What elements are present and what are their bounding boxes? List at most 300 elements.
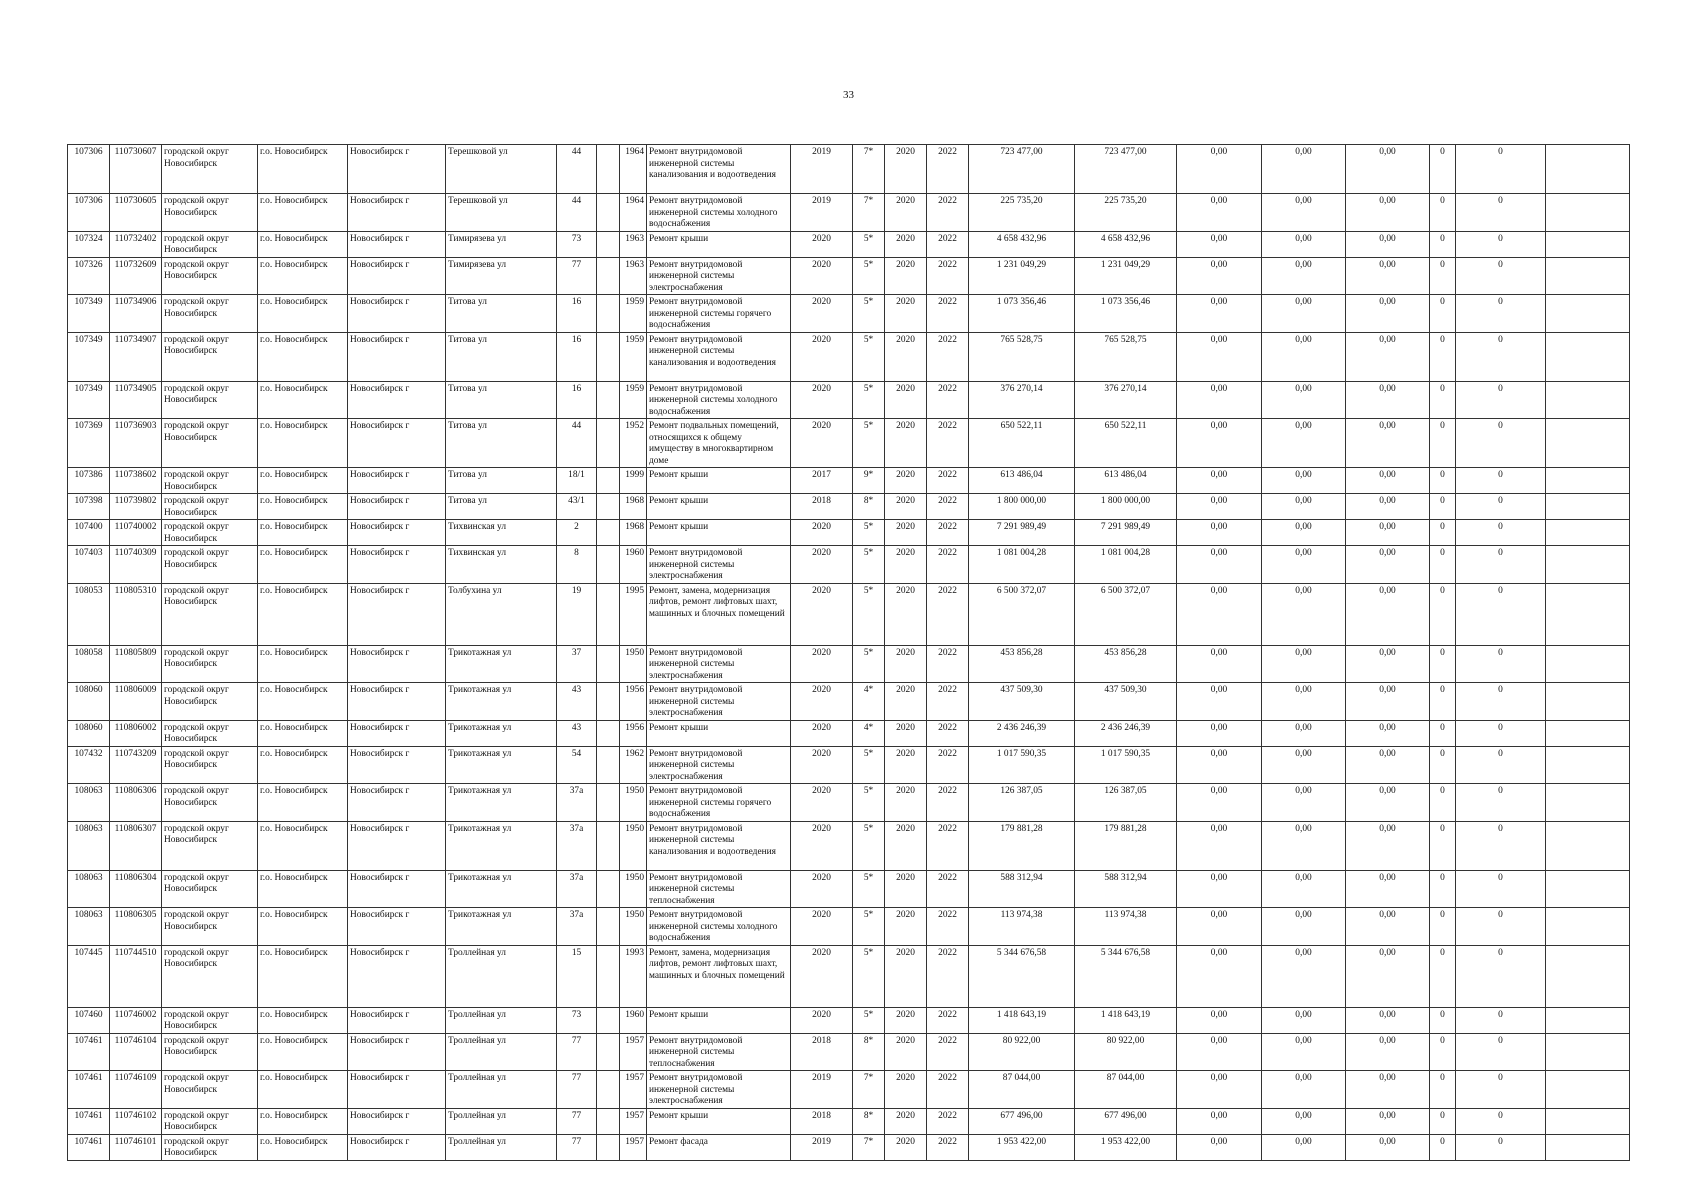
row-locality: Новосибирск г <box>348 145 446 194</box>
table-row <box>68 1033 1630 1071</box>
row-priority: 5* <box>853 381 885 419</box>
row-street: Тимирязева ул <box>446 231 557 257</box>
row-house: 77 <box>557 1134 597 1160</box>
row-end-year: 2022 <box>927 784 969 822</box>
row-cost-fund: 453 856,28 <box>1075 645 1177 683</box>
row-building <box>597 784 620 822</box>
row-street: Троллейная ул <box>446 945 557 1007</box>
row-locality: Новосибирск г <box>348 419 446 468</box>
row-district: г.о. Новосибирск <box>258 683 348 721</box>
row-municipality: городской округ Новосибирск <box>162 494 258 520</box>
table-row <box>68 683 1630 721</box>
row-end-year: 2022 <box>927 1134 969 1160</box>
row-value-5: 0 <box>1456 720 1546 746</box>
row-value-1: 0,00 <box>1177 945 1262 1007</box>
row-id: 108060 <box>68 720 110 746</box>
row-work-type: Ремонт внутридомовой инженерной системы канализования и водоотведения <box>647 332 791 381</box>
row-year: 1995 <box>620 583 647 645</box>
row-street: Титова ул <box>446 494 557 520</box>
row-cost-fund: 650 522,11 <box>1075 419 1177 468</box>
row-cost: 6 500 372,07 <box>969 583 1075 645</box>
row-value-2: 0,00 <box>1262 784 1346 822</box>
row-priority: 5* <box>853 645 885 683</box>
row-value-1: 0,00 <box>1177 546 1262 584</box>
row-plan-year: 2019 <box>791 1134 853 1160</box>
row-house: 77 <box>557 1033 597 1071</box>
row-district: г.о. Новосибирск <box>258 1108 348 1134</box>
row-plan-year: 2020 <box>791 583 853 645</box>
row-priority: 5* <box>853 746 885 784</box>
row-building <box>597 145 620 194</box>
row-plan-year: 2017 <box>791 468 853 494</box>
table-row <box>68 494 1630 520</box>
row-cost: 1 418 643,19 <box>969 1007 1075 1033</box>
row-value-4: 0 <box>1430 257 1456 295</box>
row-district: г.о. Новосибирск <box>258 821 348 870</box>
row-cost: 1 953 422,00 <box>969 1134 1075 1160</box>
row-value-2: 0,00 <box>1262 583 1346 645</box>
row-priority: 5* <box>853 546 885 584</box>
row-code: 110806307 <box>110 821 162 870</box>
row-year: 1959 <box>620 332 647 381</box>
row-value-4: 0 <box>1430 1071 1456 1109</box>
row-house: 77 <box>557 257 597 295</box>
table-row <box>68 257 1630 295</box>
row-start-year: 2020 <box>885 1108 927 1134</box>
row-cost: 87 044,00 <box>969 1071 1075 1109</box>
row-value-5: 0 <box>1456 1071 1546 1109</box>
row-id: 107432 <box>68 746 110 784</box>
row-value-3: 0,00 <box>1346 945 1430 1007</box>
row-locality: Новосибирск г <box>348 1071 446 1109</box>
table-row <box>68 1071 1630 1109</box>
row-street: Троллейная ул <box>446 1071 557 1109</box>
row-code: 110730605 <box>110 194 162 232</box>
row-value-2: 0,00 <box>1262 945 1346 1007</box>
row-value-5: 0 <box>1456 295 1546 333</box>
row-value-2: 0,00 <box>1262 231 1346 257</box>
row-locality: Новосибирск г <box>348 468 446 494</box>
row-end-year: 2022 <box>927 194 969 232</box>
row-value-3: 0,00 <box>1346 145 1430 194</box>
row-municipality: городской округ Новосибирск <box>162 381 258 419</box>
row-plan-year: 2020 <box>791 784 853 822</box>
row-priority: 5* <box>853 231 885 257</box>
row-value-2: 0,00 <box>1262 194 1346 232</box>
row-value-1: 0,00 <box>1177 295 1262 333</box>
row-value-1: 0,00 <box>1177 683 1262 721</box>
row-building <box>597 231 620 257</box>
row-value-1: 0,00 <box>1177 145 1262 194</box>
row-code: 110743209 <box>110 746 162 784</box>
row-locality: Новосибирск г <box>348 1007 446 1033</box>
row-municipality: городской округ Новосибирск <box>162 908 258 946</box>
row-value-3: 0,00 <box>1346 1033 1430 1071</box>
row-end-year: 2022 <box>927 683 969 721</box>
row-id: 108058 <box>68 645 110 683</box>
row-year: 1957 <box>620 1071 647 1109</box>
row-value-3: 0,00 <box>1346 295 1430 333</box>
row-id: 107461 <box>68 1071 110 1109</box>
row-municipality: городской округ Новосибирск <box>162 1134 258 1160</box>
row-street: Трикотажная ул <box>446 870 557 908</box>
row-building <box>597 1007 620 1033</box>
row-value-5: 0 <box>1456 194 1546 232</box>
row-end-year: 2022 <box>927 468 969 494</box>
row-municipality: городской округ Новосибирск <box>162 746 258 784</box>
row-value-2: 0,00 <box>1262 145 1346 194</box>
row-end-year: 2022 <box>927 145 969 194</box>
row-street: Тихвинская ул <box>446 520 557 546</box>
row-cost: 2 436 246,39 <box>969 720 1075 746</box>
row-note <box>1546 1033 1630 1071</box>
row-value-3: 0,00 <box>1346 583 1430 645</box>
row-value-5: 0 <box>1456 494 1546 520</box>
row-value-3: 0,00 <box>1346 645 1430 683</box>
row-note <box>1546 1134 1630 1160</box>
row-cost: 1 081 004,28 <box>969 546 1075 584</box>
row-start-year: 2020 <box>885 257 927 295</box>
row-value-3: 0,00 <box>1346 231 1430 257</box>
row-value-5: 0 <box>1456 381 1546 419</box>
table-row <box>68 870 1630 908</box>
row-house: 15 <box>557 945 597 1007</box>
row-work-type: Ремонт внутридомовой инженерной системы электроснабжения <box>647 746 791 784</box>
row-id: 107349 <box>68 381 110 419</box>
row-end-year: 2022 <box>927 332 969 381</box>
row-note <box>1546 683 1630 721</box>
row-district: г.о. Новосибирск <box>258 945 348 1007</box>
row-end-year: 2022 <box>927 821 969 870</box>
row-municipality: городской округ Новосибирск <box>162 145 258 194</box>
row-value-5: 0 <box>1456 419 1546 468</box>
row-street: Троллейная ул <box>446 1033 557 1071</box>
row-value-1: 0,00 <box>1177 645 1262 683</box>
row-building <box>597 194 620 232</box>
row-note <box>1546 583 1630 645</box>
row-value-1: 0,00 <box>1177 908 1262 946</box>
row-plan-year: 2020 <box>791 1007 853 1033</box>
row-building <box>597 419 620 468</box>
row-note <box>1546 194 1630 232</box>
row-building <box>597 1071 620 1109</box>
row-note <box>1546 945 1630 1007</box>
row-year: 1957 <box>620 1033 647 1071</box>
row-priority: 5* <box>853 908 885 946</box>
table-row <box>68 908 1630 946</box>
row-priority: 4* <box>853 720 885 746</box>
row-id: 107398 <box>68 494 110 520</box>
row-year: 1993 <box>620 945 647 1007</box>
row-value-4: 0 <box>1430 720 1456 746</box>
row-value-3: 0,00 <box>1346 1108 1430 1134</box>
row-note <box>1546 468 1630 494</box>
row-value-1: 0,00 <box>1177 1071 1262 1109</box>
row-work-type: Ремонт фасада <box>647 1134 791 1160</box>
row-id: 107445 <box>68 945 110 1007</box>
row-street: Трикотажная ул <box>446 720 557 746</box>
row-note <box>1546 645 1630 683</box>
row-end-year: 2022 <box>927 746 969 784</box>
row-year: 1950 <box>620 870 647 908</box>
row-value-3: 0,00 <box>1346 908 1430 946</box>
row-district: г.о. Новосибирск <box>258 468 348 494</box>
row-code: 110730607 <box>110 145 162 194</box>
row-value-5: 0 <box>1456 645 1546 683</box>
row-end-year: 2022 <box>927 520 969 546</box>
table-row <box>68 419 1630 468</box>
row-cost: 613 486,04 <box>969 468 1075 494</box>
row-year: 1968 <box>620 520 647 546</box>
row-start-year: 2020 <box>885 784 927 822</box>
row-street: Титова ул <box>446 381 557 419</box>
row-code: 110805809 <box>110 645 162 683</box>
row-street: Трикотажная ул <box>446 645 557 683</box>
row-street: Титова ул <box>446 468 557 494</box>
table-row <box>68 1134 1630 1160</box>
row-locality: Новосибирск г <box>348 870 446 908</box>
row-year: 1968 <box>620 494 647 520</box>
row-value-4: 0 <box>1430 1134 1456 1160</box>
row-plan-year: 2020 <box>791 720 853 746</box>
row-municipality: городской округ Новосибирск <box>162 1108 258 1134</box>
row-code: 110732609 <box>110 257 162 295</box>
row-building <box>597 870 620 908</box>
row-work-type: Ремонт внутридомовой инженерной системы электроснабжения <box>647 645 791 683</box>
row-year: 1962 <box>620 746 647 784</box>
row-id: 108063 <box>68 784 110 822</box>
row-municipality: городской округ Новосибирск <box>162 645 258 683</box>
row-cost: 225 735,20 <box>969 194 1075 232</box>
page-number: 33 <box>843 89 854 101</box>
row-cost: 80 922,00 <box>969 1033 1075 1071</box>
row-building <box>597 645 620 683</box>
row-start-year: 2020 <box>885 468 927 494</box>
row-street: Троллейная ул <box>446 1108 557 1134</box>
row-value-1: 0,00 <box>1177 520 1262 546</box>
row-work-type: Ремонт, замена, модернизация лифтов, ремонт лифтовых шахт, машинных и блочных помещений <box>647 945 791 1007</box>
row-priority: 5* <box>853 583 885 645</box>
row-district: г.о. Новосибирск <box>258 295 348 333</box>
row-value-5: 0 <box>1456 1134 1546 1160</box>
row-cost: 765 528,75 <box>969 332 1075 381</box>
row-house: 16 <box>557 381 597 419</box>
row-locality: Новосибирск г <box>348 494 446 520</box>
row-house: 16 <box>557 332 597 381</box>
row-start-year: 2020 <box>885 870 927 908</box>
row-cost-fund: 1 231 049,29 <box>1075 257 1177 295</box>
row-cost-fund: 113 974,38 <box>1075 908 1177 946</box>
row-end-year: 2022 <box>927 494 969 520</box>
row-building <box>597 821 620 870</box>
row-house: 37а <box>557 908 597 946</box>
row-code: 110806305 <box>110 908 162 946</box>
row-work-type: Ремонт крыши <box>647 494 791 520</box>
row-id: 108060 <box>68 683 110 721</box>
table-row <box>68 746 1630 784</box>
row-building <box>597 945 620 1007</box>
row-value-3: 0,00 <box>1346 194 1430 232</box>
row-work-type: Ремонт внутридомовой инженерной системы холодного водоснабжения <box>647 381 791 419</box>
registry-table <box>67 144 1630 1161</box>
row-id: 108063 <box>68 821 110 870</box>
row-note <box>1546 784 1630 822</box>
row-end-year: 2022 <box>927 870 969 908</box>
row-street: Титова ул <box>446 332 557 381</box>
row-value-1: 0,00 <box>1177 583 1262 645</box>
row-value-1: 0,00 <box>1177 231 1262 257</box>
row-start-year: 2020 <box>885 583 927 645</box>
row-district: г.о. Новосибирск <box>258 194 348 232</box>
row-value-2: 0,00 <box>1262 821 1346 870</box>
row-district: г.о. Новосибирск <box>258 520 348 546</box>
row-code: 110746002 <box>110 1007 162 1033</box>
row-work-type: Ремонт внутридомовой инженерной системы горячего водоснабжения <box>647 295 791 333</box>
row-plan-year: 2020 <box>791 381 853 419</box>
row-plan-year: 2020 <box>791 546 853 584</box>
row-value-1: 0,00 <box>1177 784 1262 822</box>
row-value-5: 0 <box>1456 257 1546 295</box>
row-cost-fund: 80 922,00 <box>1075 1033 1177 1071</box>
row-note <box>1546 381 1630 419</box>
row-start-year: 2020 <box>885 520 927 546</box>
row-id: 107326 <box>68 257 110 295</box>
row-code: 110746101 <box>110 1134 162 1160</box>
row-year: 1957 <box>620 1134 647 1160</box>
row-note <box>1546 332 1630 381</box>
row-locality: Новосибирск г <box>348 746 446 784</box>
row-plan-year: 2020 <box>791 945 853 1007</box>
row-street: Титова ул <box>446 419 557 468</box>
row-municipality: городской округ Новосибирск <box>162 870 258 908</box>
table-row <box>68 145 1630 194</box>
row-value-3: 0,00 <box>1346 1007 1430 1033</box>
row-id: 107306 <box>68 145 110 194</box>
row-value-4: 0 <box>1430 494 1456 520</box>
row-cost: 453 856,28 <box>969 645 1075 683</box>
row-plan-year: 2020 <box>791 257 853 295</box>
table-row <box>68 468 1630 494</box>
row-cost-fund: 1 418 643,19 <box>1075 1007 1177 1033</box>
row-locality: Новосибирск г <box>348 295 446 333</box>
row-value-1: 0,00 <box>1177 257 1262 295</box>
row-locality: Новосибирск г <box>348 908 446 946</box>
row-value-4: 0 <box>1430 583 1456 645</box>
row-end-year: 2022 <box>927 231 969 257</box>
row-end-year: 2022 <box>927 1108 969 1134</box>
row-district: г.о. Новосибирск <box>258 494 348 520</box>
row-street: Трикотажная ул <box>446 821 557 870</box>
row-municipality: городской округ Новосибирск <box>162 295 258 333</box>
row-note <box>1546 520 1630 546</box>
row-building <box>597 295 620 333</box>
row-municipality: городской округ Новосибирск <box>162 520 258 546</box>
row-code: 110806304 <box>110 870 162 908</box>
row-end-year: 2022 <box>927 295 969 333</box>
row-street: Трикотажная ул <box>446 683 557 721</box>
row-building <box>597 720 620 746</box>
row-locality: Новосибирск г <box>348 645 446 683</box>
row-value-3: 0,00 <box>1346 468 1430 494</box>
row-value-2: 0,00 <box>1262 1007 1346 1033</box>
row-value-5: 0 <box>1456 332 1546 381</box>
row-priority: 7* <box>853 145 885 194</box>
row-start-year: 2020 <box>885 908 927 946</box>
row-end-year: 2022 <box>927 546 969 584</box>
row-cost: 4 658 432,96 <box>969 231 1075 257</box>
row-priority: 9* <box>853 468 885 494</box>
row-work-type: Ремонт крыши <box>647 468 791 494</box>
row-work-type: Ремонт внутридомовой инженерной системы теплоснабжения <box>647 1033 791 1071</box>
row-value-3: 0,00 <box>1346 683 1430 721</box>
row-value-5: 0 <box>1456 1108 1546 1134</box>
row-start-year: 2020 <box>885 821 927 870</box>
row-start-year: 2020 <box>885 1033 927 1071</box>
row-plan-year: 2020 <box>791 645 853 683</box>
row-start-year: 2020 <box>885 720 927 746</box>
row-building <box>597 332 620 381</box>
row-value-3: 0,00 <box>1346 520 1430 546</box>
row-value-4: 0 <box>1430 546 1456 584</box>
row-value-3: 0,00 <box>1346 381 1430 419</box>
row-cost-fund: 126 387,05 <box>1075 784 1177 822</box>
row-priority: 8* <box>853 494 885 520</box>
row-value-2: 0,00 <box>1262 1071 1346 1109</box>
row-cost-fund: 677 496,00 <box>1075 1108 1177 1134</box>
row-value-5: 0 <box>1456 746 1546 784</box>
row-street: Тихвинская ул <box>446 546 557 584</box>
row-house: 43/1 <box>557 494 597 520</box>
row-value-2: 0,00 <box>1262 419 1346 468</box>
row-start-year: 2020 <box>885 145 927 194</box>
row-note <box>1546 1071 1630 1109</box>
row-street: Тимирязева ул <box>446 257 557 295</box>
row-work-type: Ремонт внутридомовой инженерной системы канализования и водоотведения <box>647 145 791 194</box>
row-value-2: 0,00 <box>1262 257 1346 295</box>
row-cost-fund: 1 953 422,00 <box>1075 1134 1177 1160</box>
row-value-4: 0 <box>1430 683 1456 721</box>
row-locality: Новосибирск г <box>348 332 446 381</box>
row-end-year: 2022 <box>927 419 969 468</box>
row-start-year: 2020 <box>885 1007 927 1033</box>
row-note <box>1546 746 1630 784</box>
row-locality: Новосибирск г <box>348 1033 446 1071</box>
row-building <box>597 468 620 494</box>
row-work-type: Ремонт внутридомовой инженерной системы электроснабжения <box>647 683 791 721</box>
row-work-type: Ремонт крыши <box>647 231 791 257</box>
row-value-3: 0,00 <box>1346 1134 1430 1160</box>
row-municipality: городской округ Новосибирск <box>162 546 258 584</box>
row-district: г.о. Новосибирск <box>258 583 348 645</box>
row-year: 1959 <box>620 381 647 419</box>
row-start-year: 2020 <box>885 419 927 468</box>
row-value-4: 0 <box>1430 520 1456 546</box>
row-value-2: 0,00 <box>1262 381 1346 419</box>
row-value-4: 0 <box>1430 1108 1456 1134</box>
row-street: Трикотажная ул <box>446 746 557 784</box>
row-house: 37а <box>557 821 597 870</box>
row-year: 1956 <box>620 683 647 721</box>
row-value-2: 0,00 <box>1262 546 1346 584</box>
row-end-year: 2022 <box>927 583 969 645</box>
row-locality: Новосибирск г <box>348 381 446 419</box>
row-municipality: городской округ Новосибирск <box>162 720 258 746</box>
row-value-1: 0,00 <box>1177 194 1262 232</box>
row-year: 1960 <box>620 546 647 584</box>
row-district: г.о. Новосибирск <box>258 381 348 419</box>
row-work-type: Ремонт крыши <box>647 1007 791 1033</box>
row-cost-fund: 87 044,00 <box>1075 1071 1177 1109</box>
